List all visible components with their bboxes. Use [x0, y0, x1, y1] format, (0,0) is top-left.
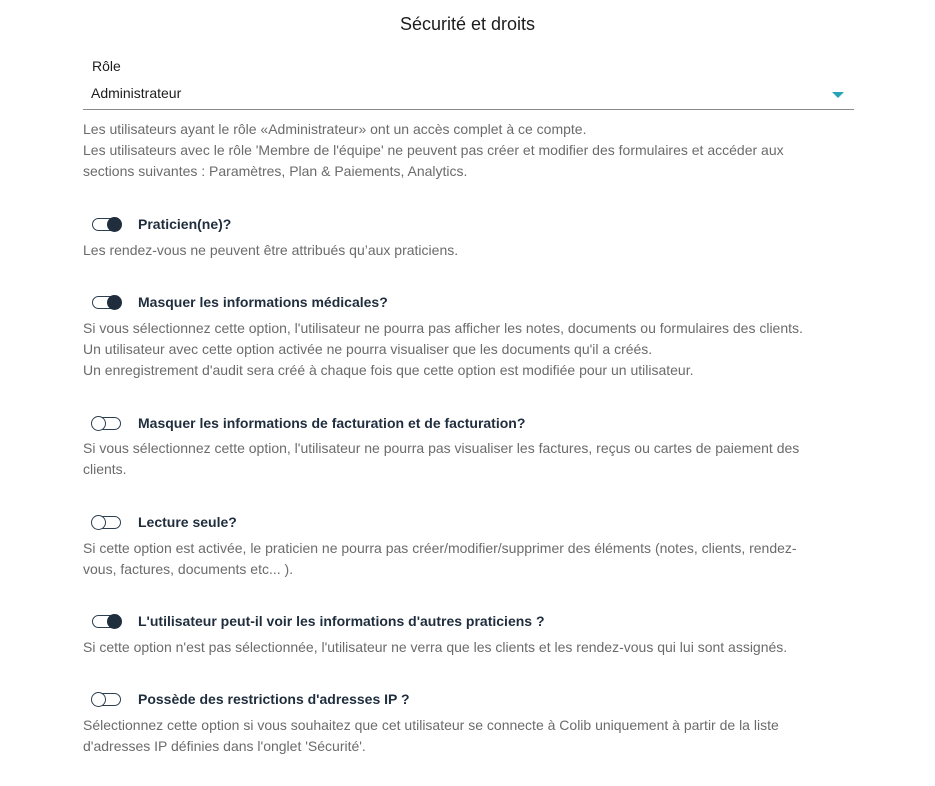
ip-restrictions-description [83, 715, 853, 757]
option-description-line: Si cette option est activée, le praticien ne pourra pas créer/modifier/supprimer des éléments (notes, clients, rendez- [83, 540, 797, 556]
hide-medical-info-toggle[interactable] [92, 296, 121, 309]
toggle-knob [107, 217, 122, 232]
hide-medical-info-description [83, 318, 853, 381]
practitioner-description [83, 240, 853, 261]
role-description-line: sections suivantes : Paramètres, Plan & Paiements, Analytics. [83, 163, 468, 179]
read-only-description [83, 538, 853, 580]
view-other-practitioners-toggle[interactable] [92, 615, 121, 628]
option-description-line: Un utilisateur avec cette option activée ne pourra visualiser que les documents qu'il a créés. [83, 341, 653, 357]
option-description-line: Si cette option n'est pas sélectionnée, l'utilisateur ne verra que les clients et les rendez-vous qui lui sont assignés. [83, 639, 788, 655]
hide-billing-info-description [83, 438, 853, 480]
toggle-knob [91, 416, 106, 431]
option-description-line: Sélectionnez cette option si vous souhaitez que cet utilisateur se connecte à Colib uniquement à partir de la liste [83, 717, 779, 733]
role-select[interactable] [83, 80, 854, 110]
hide-medical-info-label: Masquer les informations médicales? [138, 294, 388, 310]
read-only-label: Lecture seule? [138, 514, 237, 530]
chevron-down-icon[interactable] [832, 92, 844, 98]
option-description-line: clients. [83, 461, 127, 477]
toggle-knob [107, 614, 122, 629]
hide-billing-info-label: Masquer les informations de facturation et de facturation? [138, 415, 526, 431]
option-description-line: d'adresses IP définies dans l'onglet 'Sécurité'. [83, 738, 366, 754]
view-other-practitioners-description [83, 637, 853, 658]
toggle-knob [107, 295, 122, 310]
page-title: Sécurité et droits [399, 14, 536, 34]
hide-billing-info-toggle[interactable] [92, 417, 121, 430]
role-select-value: Administrateur [91, 85, 182, 101]
read-only-toggle[interactable] [92, 516, 121, 529]
role-description-line: Les utilisateurs avec le rôle 'Membre de l'équipe' ne peuvent pas créer et modifier des formulaires et accéder aux [83, 142, 784, 158]
practitioner-toggle[interactable] [92, 218, 121, 231]
option-description-line: Si vous sélectionnez cette option, l'utilisateur ne pourra pas afficher les notes, documents ou formulaires des clients. [83, 320, 803, 336]
option-description-line: Les rendez-vous ne peuvent être attribués qu’aux praticiens. [83, 242, 459, 258]
role-label: Rôle [92, 58, 121, 74]
option-description-line: Si vous sélectionnez cette option, l'utilisateur ne pourra pas visualiser les factures, reçus ou cartes de paiement des [83, 440, 800, 456]
practitioner-label: Praticien(ne)? [138, 216, 232, 232]
ip-restrictions-label: Possède des restrictions d'adresses IP ? [138, 691, 410, 707]
option-description-line: Un enregistrement d'audit sera créé à chaque fois que cette option est modifiée pour un utilisateur. [83, 362, 694, 378]
role-description-line: Les utilisateurs ayant le rôle «Administrateur» ont un accès complet à ce compte. [83, 121, 587, 137]
role-description [83, 119, 853, 182]
ip-restrictions-toggle[interactable] [92, 693, 121, 706]
toggle-knob [91, 515, 106, 530]
option-description-line: vous, factures, documents etc... ). [83, 561, 294, 577]
toggle-knob [91, 692, 106, 707]
view-other-practitioners-label: L'utilisateur peut-il voir les informations d'autres praticiens ? [138, 613, 545, 629]
